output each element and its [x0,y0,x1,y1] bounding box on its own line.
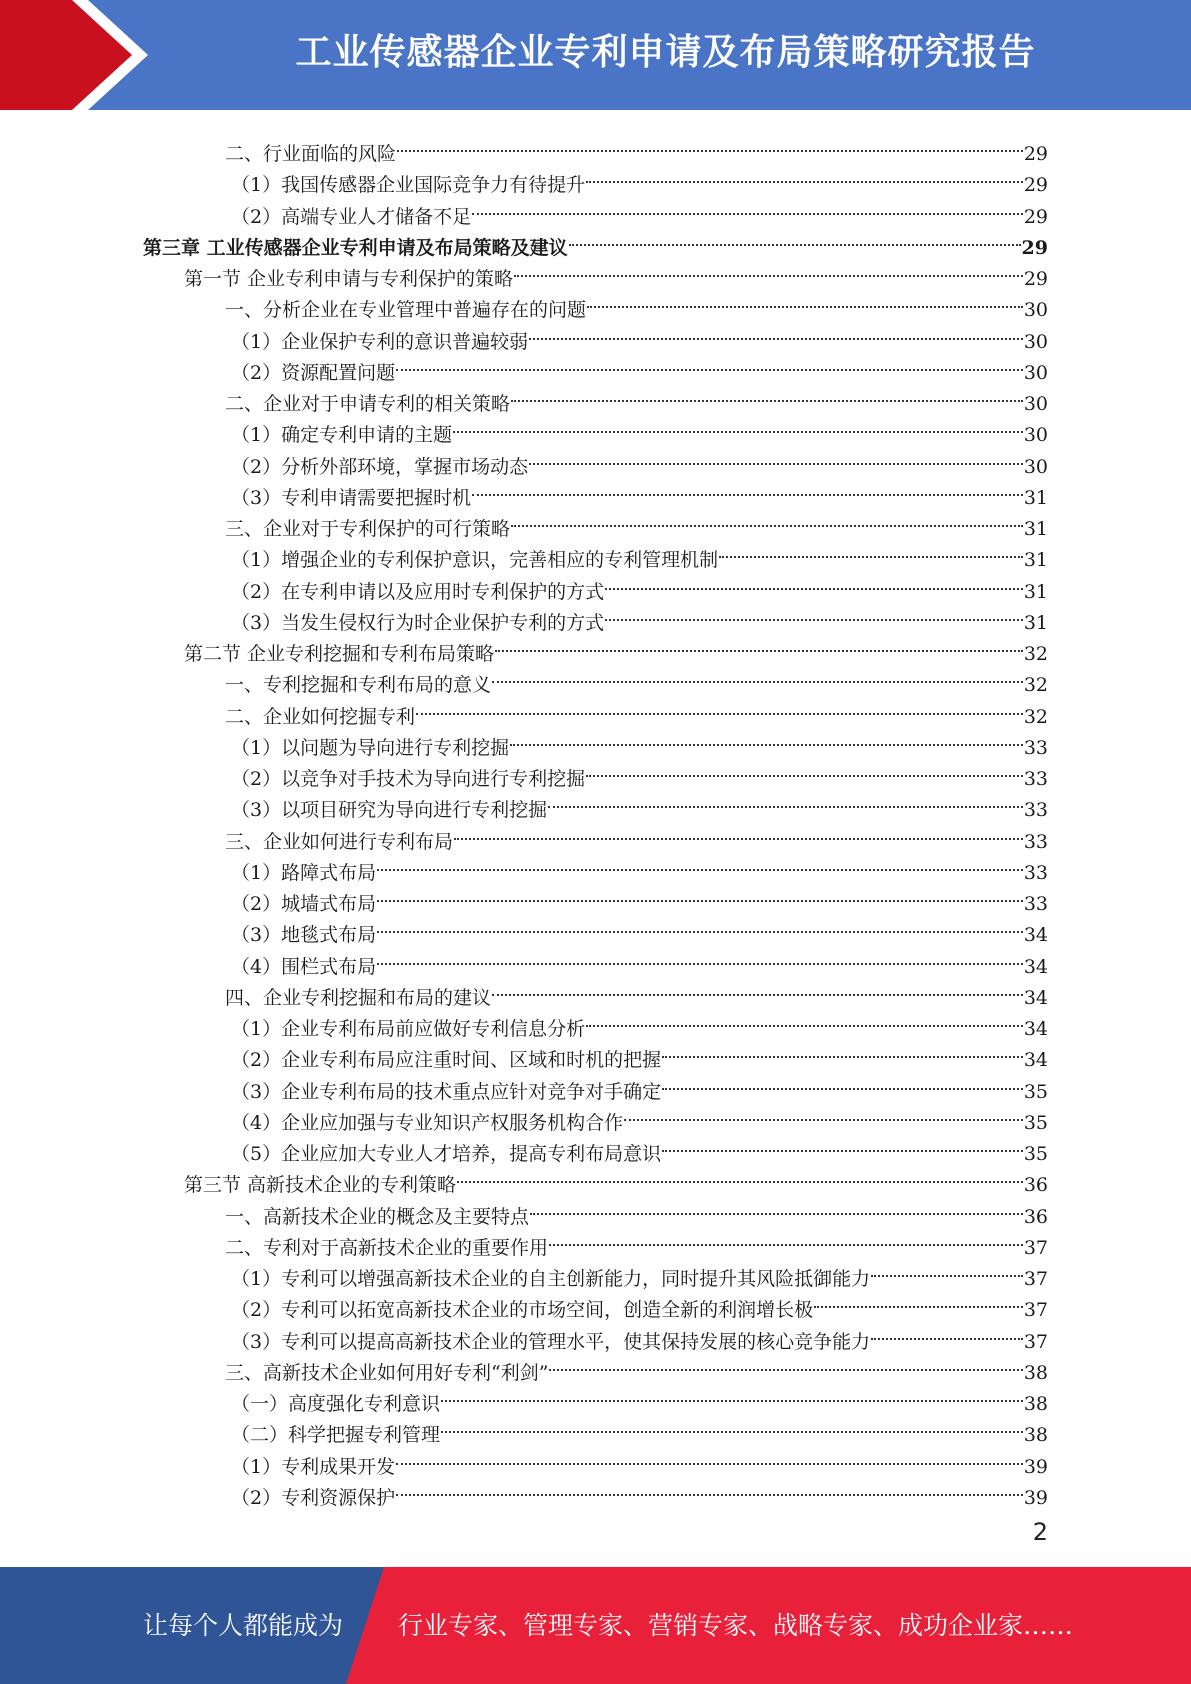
toc-dot-leader [549,1213,1023,1246]
toc-entry-title: 一、高新技术企业的概念及主要特点 [225,1205,530,1228]
toc-entry-page: 29 [1023,143,1048,165]
toc-entry-title: （1）企业专利布局前应做好专利信息分析 [231,1018,586,1040]
toc-entry-page: 37 [1023,1330,1048,1353]
toc-dot-leader [605,557,1023,590]
toc-entry-title: （1）以问题为导向进行专利挖掘 [231,736,510,759]
toc-entry-title: （2）高端专业人才储备不足 [231,205,472,228]
toc-entry-title: （3）企业专利布局的技术重点应针对竞争对手确定 [231,1080,662,1103]
toc-entry-title: （3）当发生侵权行为时企业保护专利的方式 [231,611,605,634]
toc-entry-page: 35 [1023,1080,1048,1103]
toc-entry-page: 30 [1023,455,1048,478]
toc-entry-title: （3）以项目研究为导向进行专利挖掘 [231,799,548,822]
toc-dot-leader [586,744,1023,777]
toc-entry-page: 30 [1023,330,1048,353]
toc-dot-leader [377,838,1023,871]
toc-entry-title: （2）城墙式布局 [231,893,377,915]
toc-entry-title: （2）企业专利布局应注重时间、区域和时机的把握 [231,1049,662,1072]
toc-dot-leader [719,525,1023,558]
toc-entry-page: 29 [1021,236,1048,259]
toc-entry-title: （3）专利申请需要把握时机 [231,486,472,509]
toc-entry-title: （1）我国传感器企业国际竞争力有待提升 [231,174,586,197]
toc-entry-title: （1）路障式布局 [231,861,377,884]
toc-entry-page: 33 [1023,893,1048,915]
toc-dot-leader [662,1025,1023,1058]
toc-entry-title: 三、企业对于专利保护的可行策略 [225,518,511,540]
toc-dot-leader [871,1244,1023,1277]
toc-entry-title: 三、高新技术企业如何用好专利“利剑” [225,1361,549,1384]
toc-dot-leader [441,1369,1023,1402]
toc-dot-leader [510,713,1023,746]
toc-dot-leader [492,650,1023,683]
toc-entry-page: 33 [1023,799,1048,822]
toc-dot-leader [397,119,1023,152]
toc-entry-page: 33 [1023,830,1048,853]
toc-entry-page: 31 [1023,611,1048,634]
toc-entry-page: 30 [1023,393,1048,415]
toc-entry-page: 38 [1023,1361,1048,1384]
toc-dot-leader [454,807,1023,840]
toc-entry-page: 32 [1023,643,1048,665]
toc-dot-leader [472,182,1023,215]
toc-dot-leader [814,1275,1023,1308]
toc-entry-title: 二、企业对于申请专利的相关策略 [225,393,511,415]
toc-dot-leader [587,275,1023,308]
toc-entry-title: 二、企业如何挖掘专利 [225,705,416,728]
toc-dot-leader [662,1057,1023,1090]
toc-entry-page: 34 [1023,1049,1048,1072]
toc-dot-leader [605,588,1023,621]
toc-entry-title: 一、专利挖掘和专利布局的意义 [225,674,492,697]
toc-entry-page: 34 [1023,924,1048,947]
toc-dot-leader [396,1432,1023,1465]
toc-entry-page: 37 [1023,1268,1048,1290]
toc-entry-title: （2）分析外部环境，掌握市场动态 [231,455,529,478]
page-header [0,0,1191,110]
toc-dot-leader [549,1338,1022,1371]
toc-entry-title: （1）专利成果开发 [231,1455,396,1478]
toc-dot-leader [492,963,1023,996]
toc-entry-title: （2）以竞争对手技术为导向进行专利挖掘 [231,768,586,790]
toc-entry-title: 二、专利对于高新技术企业的重要作用 [225,1236,549,1259]
toc-dot-leader [377,932,1023,965]
toc-entry-page: 31 [1023,580,1048,603]
toc-entry-page: 34 [1023,1018,1048,1040]
toc-entry-title: 第一节 企业专利申请与专利保护的策略 [184,268,514,290]
toc-dot-leader [586,994,1023,1027]
toc-entry-title: （一）高度强化专利意识 [231,1393,441,1415]
toc-dot-leader [529,432,1023,465]
toc-entry-title: （3）地毯式布局 [231,924,377,947]
toc-entry-title: （2）资源配置问题 [231,361,396,384]
toc-dot-leader [457,1150,1023,1183]
toc-dot-leader [529,307,1023,340]
toc-entry-page: 32 [1023,705,1048,728]
toc-dot-leader [530,1182,1023,1215]
toc-entry-title: （1）专利可以增强高新技术企业的自主创新能力，同时提升其风险抵御能力 [231,1268,871,1290]
header-arrow-icon [0,0,150,110]
toc-dot-leader [377,869,1023,902]
toc-entry-page: 29 [1023,268,1048,290]
toc-entry-title: （2）在专利申请以及应用时专利保护的方式 [231,580,605,603]
toc-entry-page: 30 [1023,361,1048,384]
toc-entry-page: 31 [1023,486,1048,509]
toc-entry-title: （4）围栏式布局 [231,955,377,978]
toc-entry-title: 二、行业面临的风险 [225,143,397,165]
toc-entry-page: 33 [1023,736,1048,759]
toc-entry-page: 31 [1023,518,1048,540]
toc-entry-title: 四、企业专利挖掘和布局的建议 [225,986,492,1009]
toc-dot-leader [441,1400,1023,1433]
toc-dot-leader [662,1119,1023,1152]
toc-entry-page: 37 [1023,1236,1048,1259]
toc-entry-title: （2）专利可以拓宽高新技术企业的市场空间，创造全新的利润增长极 [231,1299,814,1322]
toc-dot-leader [511,369,1023,402]
toc-entry-title: 一、分析企业在专业管理中普遍存在的问题 [225,299,587,322]
toc-entry-page: 39 [1023,1455,1048,1478]
toc-dot-leader [586,150,1023,183]
toc-entry-title: （1）确定专利申请的主题 [231,424,453,447]
toc-entry-page: 35 [1023,1143,1048,1165]
toc-entry-title: （4）企业应加强与专业知识产权服务机构合作 [231,1111,624,1134]
toc-dot-leader [396,1463,1023,1496]
toc-entry-title: （2）专利资源保护 [231,1486,396,1509]
toc-entry-page: 30 [1023,424,1048,447]
toc-dot-leader [548,775,1023,808]
page-footer [0,1567,1191,1684]
toc-entry-page: 37 [1023,1299,1048,1322]
toc-dot-leader [472,463,1023,496]
toc-entry-page: 29 [1023,205,1048,228]
toc-entry-title: （二）科学把握专利管理 [231,1424,441,1447]
toc-entry-page: 39 [1023,1486,1048,1509]
toc-entry-page: 32 [1023,674,1048,697]
toc-dot-leader [511,494,1023,527]
toc-entry-title: （5）企业应加大专业人才培养，提高专利布局意识 [231,1143,662,1165]
footer-slogan-right: 行业专家、管理专家、营销专家、战略专家、成功企业家…… [398,1611,1074,1640]
toc-entry-title: 第二节 企业专利挖掘和专利布局策略 [184,643,495,665]
toc-dot-leader [514,244,1023,277]
footer-slogan-left: 让每个人都能成为 [143,1611,344,1640]
toc-dot-leader [624,1088,1023,1121]
toc-entry-title: 三、企业如何进行专利布局 [225,830,454,853]
toc-entry[interactable] [231,1471,1048,1509]
toc-entry-title: 第三节 高新技术企业的专利策略 [184,1174,457,1197]
toc-entry-title: 第三章 工业传感器企业专利申请及布局策略及建议 [143,236,568,259]
toc-entry-page: 33 [1023,768,1048,790]
toc-dot-leader [453,400,1023,433]
toc-entry-page: 35 [1023,1111,1048,1134]
toc-entry-page: 30 [1023,299,1048,322]
toc-dot-leader [416,682,1023,715]
toc-entry-page: 34 [1023,955,1048,978]
toc-entry-title: （1）企业保护专利的意识普遍较弱 [231,330,529,353]
toc-entry-page: 38 [1023,1424,1048,1447]
toc-entry-title: （1）增强企业的专利保护意识，完善相应的专利管理机制 [231,549,719,572]
toc-entry-page: 33 [1023,861,1048,884]
toc-entry-page: 36 [1023,1205,1048,1228]
header-title: 工业传感器企业专利申请及布局策略研究报告 [295,32,1036,73]
toc-dot-leader [569,213,1021,246]
toc-entry-page: 29 [1023,174,1048,197]
toc-dot-leader [396,338,1023,371]
toc-entry-page: 31 [1023,549,1048,572]
toc-entry-page: 36 [1023,1174,1048,1197]
page-number: 2 [1032,1518,1048,1546]
toc-entry-page: 38 [1023,1393,1048,1415]
toc-entry-title: （3）专利可以提高高新技术企业的管理水平，使其保持发展的核心竞争能力 [231,1330,871,1353]
toc-dot-leader [495,619,1023,652]
toc-entry-page: 34 [1023,986,1048,1009]
toc-dot-leader [871,1307,1023,1340]
toc-dot-leader [377,900,1023,933]
